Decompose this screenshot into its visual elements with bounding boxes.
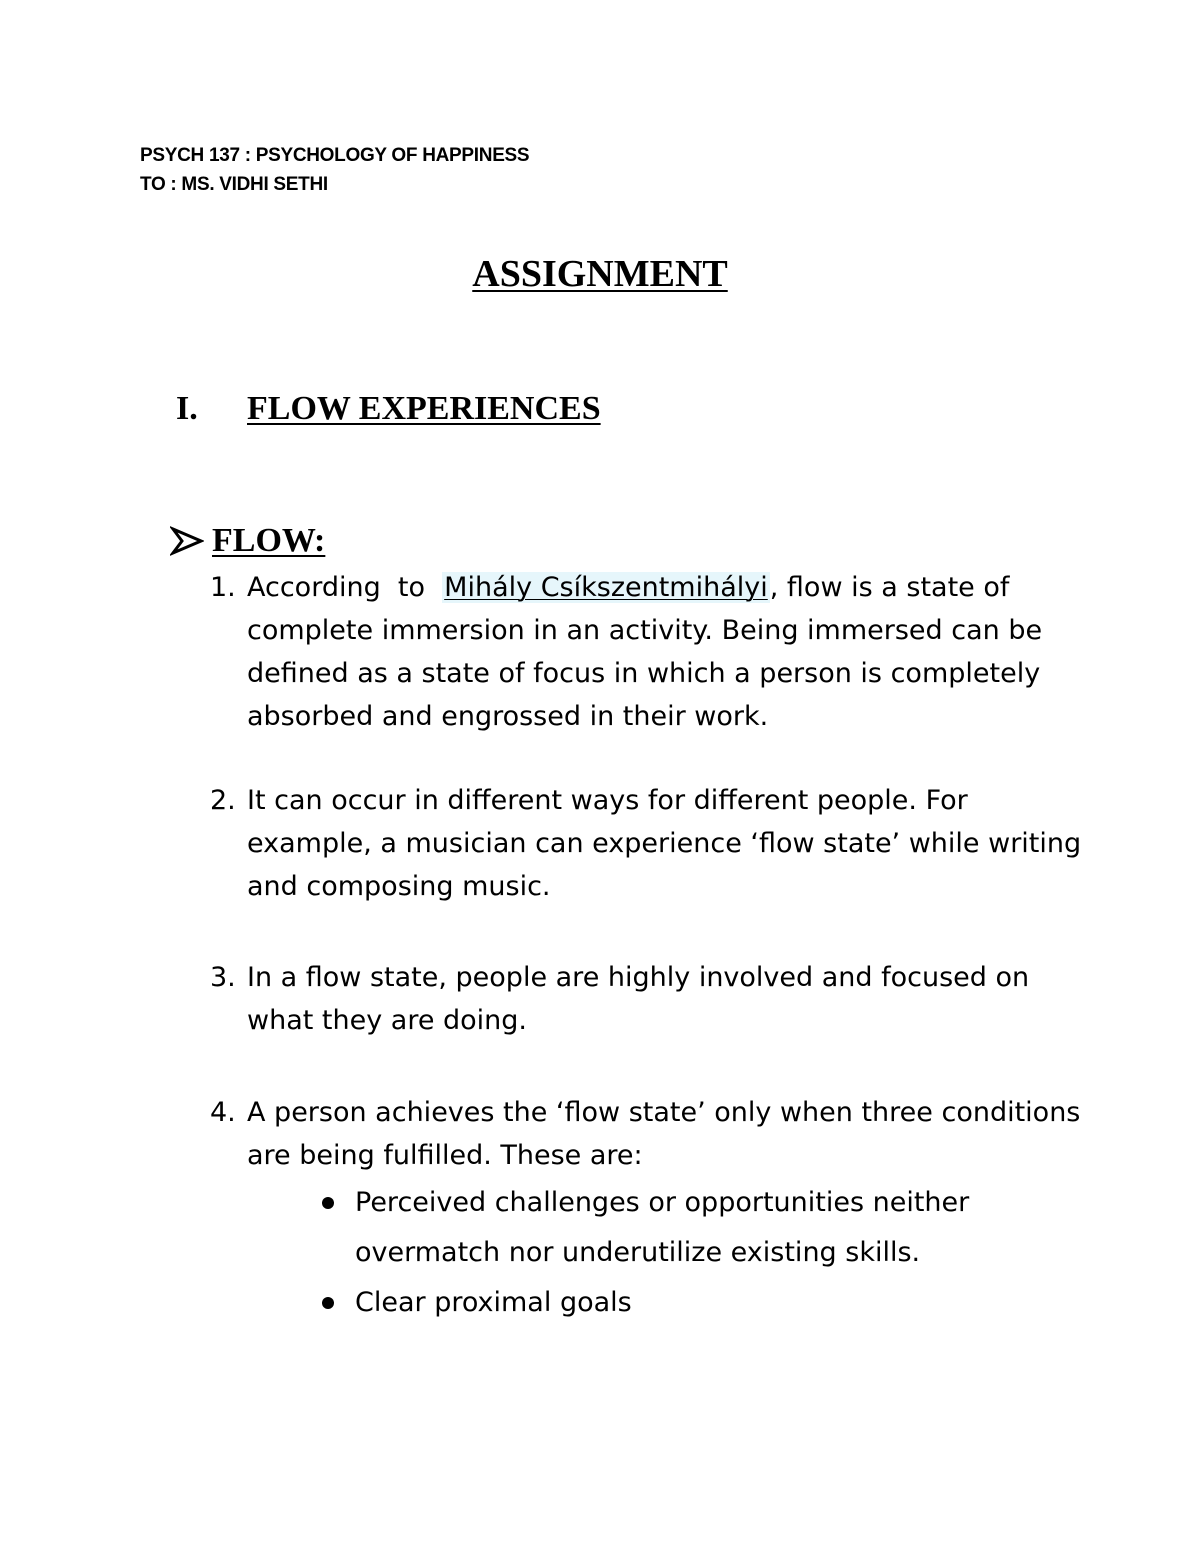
list-item — [210, 566, 1090, 738]
list-item-text-part: , flow is a state of complete immersion in an activity. Being immersed can be defined as a state of focus in which a person is completely absorbed and engrossed in their work. — [247, 572, 1043, 732]
bullet-item — [318, 1278, 1098, 1328]
list-item-number: 1. — [210, 572, 236, 603]
bullet-dot-icon — [322, 1197, 334, 1209]
assignment-title: ASSIGNMENT — [472, 253, 728, 295]
list-item-text: A person achieves the ‘flow state’ only when three conditions are being fulfilled. These are: — [247, 1097, 1081, 1171]
conditions-list — [318, 1178, 1098, 1328]
bullet-text: Clear proximal goals — [355, 1287, 632, 1318]
list-item-text: It can occur in different ways for different people. For example, a musician can experience ‘flow state’ while writing and composing music. — [247, 785, 1082, 902]
recipient-line: TO : MS. VIDHI SETHI — [140, 174, 328, 195]
bullet-item — [318, 1178, 1098, 1278]
bullet-text: Perceived challenges or opportunities neither overmatch nor underutilize existing skills. — [355, 1187, 970, 1268]
list-item-number: 3. — [210, 962, 236, 993]
section-numeral: I. — [176, 390, 198, 427]
list-item-text: In a flow state, people are highly involved and focused on what they are doing. — [247, 962, 1030, 1036]
list-item — [210, 956, 1090, 1042]
list-item-number: 2. — [210, 785, 236, 816]
arrowhead-bullet-icon — [170, 526, 204, 556]
list-item-text-part: According to — [247, 572, 443, 603]
section-title: FLOW EXPERIENCES — [247, 390, 601, 427]
list-item — [210, 779, 1090, 908]
bullet-dot-icon — [322, 1297, 334, 1309]
list-item — [210, 1091, 1090, 1177]
flow-heading-label: FLOW: — [212, 522, 326, 559]
list-item-text — [247, 566, 1090, 738]
course-title: PSYCH 137 : PSYCHOLOGY OF HAPPINESS — [140, 145, 530, 166]
cited-author-name: Mihály Csíkszentmihályi — [444, 572, 768, 603]
list-item-number: 4. — [210, 1097, 236, 1128]
flow-heading — [170, 522, 325, 560]
